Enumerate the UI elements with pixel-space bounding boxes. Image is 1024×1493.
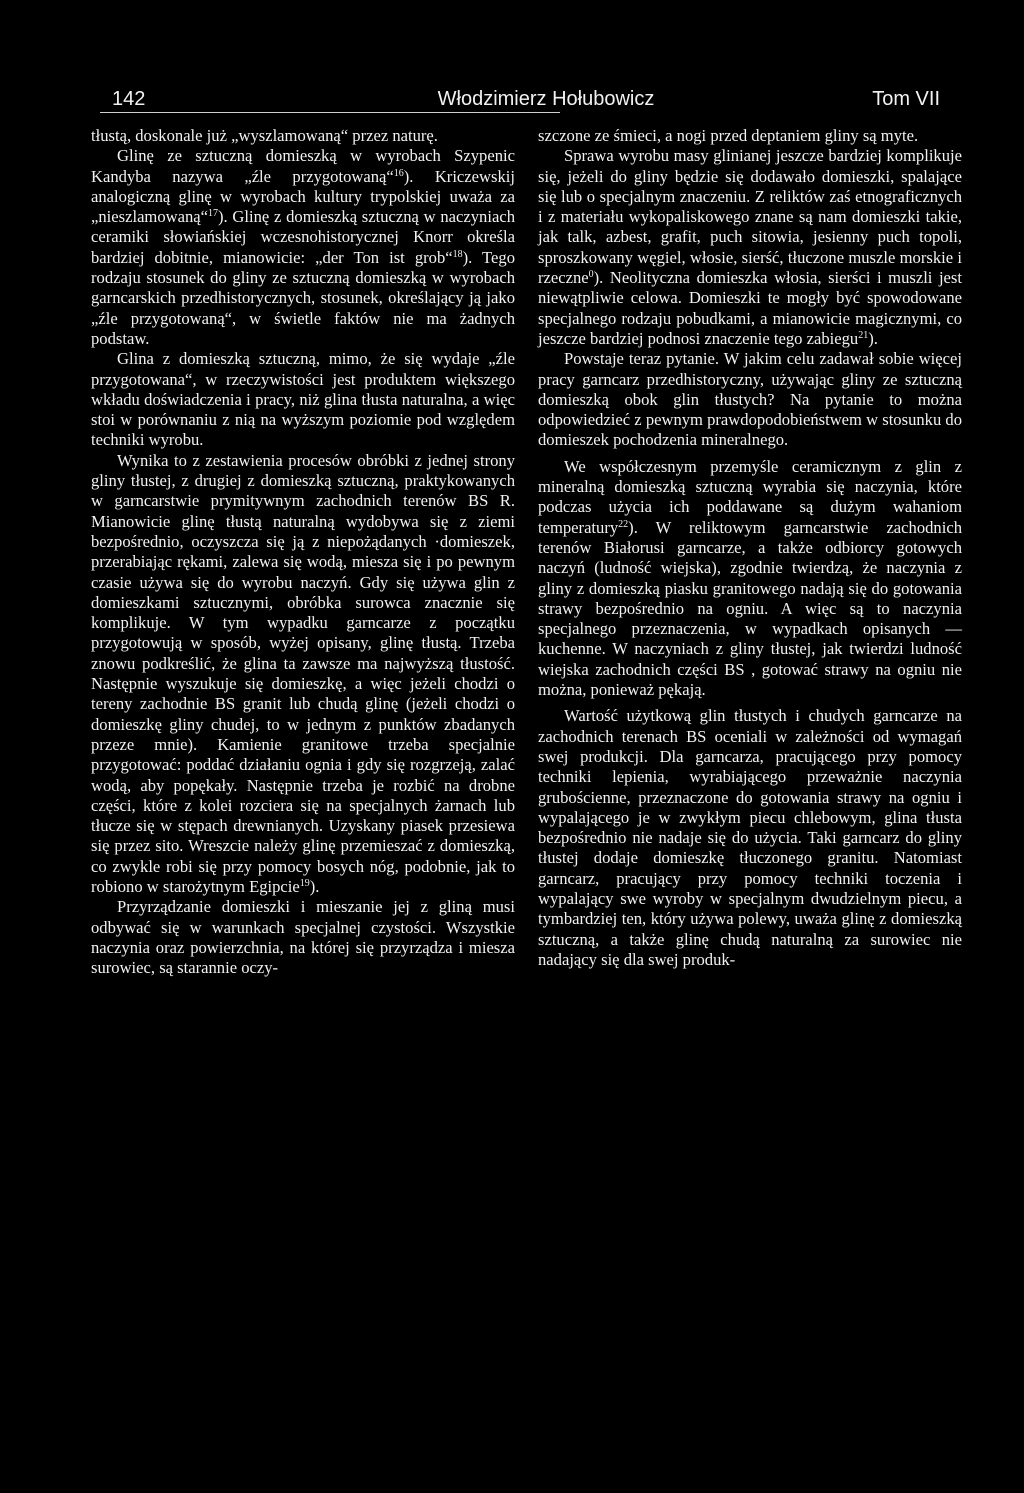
text-run: ). Neolityczna domieszka włosia, sierści i muszli jest niewątpliwie celowa. Domieszki te mogły być spowodowane specjalnego rodzaju pobudkami, a mianowicie magicznymi, co jeszcze bardziej podnosi znaczenie tego zabiegu — [538, 268, 962, 348]
text-run: tłustą, doskonale już „wyszlamowaną“ przez naturę. — [91, 126, 438, 145]
footnote-ref: 18 — [452, 248, 463, 260]
footnote-ref: 0 — [588, 269, 594, 281]
text-run: ). W reliktowym garncarstwie zachodnich terenów Białorusi garncarze, a także odbiorcy gotowych naczyń (ludność wiejska), zgodnie twierdzą, że naczynia z gliny z domieszką piasku granitowego nadają się do gotowania strawy bezpośrednio na ogniu. A więc są to naczynia specjalnego przeznaczenia, w wypadkach opisanych — kuchenne. W naczyniach z gliny tłustej, jak twierdzi ludność wiejska zachodnich części BS , gotować strawy na ogniu nie można, ponieważ pękają. — [538, 517, 962, 700]
text-run: Glinę ze sztuczną domieszką w wyrobach Szypenic Kandyba nazywa „źle przygotowaną“ — [91, 146, 515, 186]
text-run: ). — [868, 328, 878, 348]
paragraph — [91, 146, 515, 349]
text-run: ). — [309, 876, 320, 896]
paragraph — [538, 146, 962, 349]
volume-label: Tom VII — [872, 88, 940, 110]
text-run: Wynika to z zestawienia procesów obróbki z jednej strony gliny tłustej, z drugiej z domieszką sztuczną, praktykowanych w garncarstwie prymitywnym zachodnich terenów BS R. Mianowicie glinę tłustą naturalną wydobywa się z ziemi bezpośrednio, oczyszcza się ją z niepożądanych ·domieszek, przerabiając rękami, zalewa się wodą, miesza się i po pewnym czasie używa się do wyrobu naczyń. Gdy się używa glin z domieszkami sztucznymi, obróbka surowca znacznie się komplikuje. W tym wypadku garncarze z początku przygotowują w sposób, wyżej opisany, glinę tłustą. Trzeba znowu podkreślić, że glina ta zawsze ma najwyższą tłustość. Następnie wyszukuje się domieszkę, a więc jeżeli chodzi o tereny zachodnie BS granit lub chudą glinę (jeżeli chodzi o domieszkę gliny chudej, to w jednym z punktów zbadanych przeze mnie). Kamienie granitowe trzeba specjalnie przygotować: poddać działaniu ognia i gdy się rozgrzeją, zalać wodą, aby popękały. Następnie trzeba je rozbić na drobne części, które z kolei rozciera się na specjalnych żarnach lub tłucze się w stępach drewnianych. Uzyskany piasek przesiewa się przez sito. Wreszcie należy glinę przemieszać z domieszką, co zwykle robi się przy pomocy bosych nóg, podobnie, jak to robiono w starożytnym Egipcie — [91, 450, 515, 896]
text-run: Przyrządzanie domieszki i mieszanie jej z gliną musi odbywać się w warunkach specjalnej czystości. Wszystkie naczynia oraz powierzchnia, na której się przyrządza i miesza surowiec, są starannie oczy- — [91, 897, 515, 978]
footnote-ref: 21 — [858, 329, 869, 341]
paragraph — [538, 349, 962, 450]
left-column — [91, 126, 515, 978]
right-column — [538, 126, 962, 970]
footnote-ref: 19 — [299, 877, 310, 889]
text-run: ). Glinę z domieszką sztuczną w naczyniach ceramiki słowiańskiej wczesnohistorycznej Knorr określa bardziej dobitnie, mianowicie: „der Ton ist grob“ — [91, 207, 515, 267]
paragraph — [91, 451, 515, 898]
text-run: ). Kriczewskij analogiczną glinę w wyrobach kultury trypolskiej uważa za „nieszlamowaną“ — [91, 166, 515, 227]
text-run: ). Tego rodzaju stosunek do gliny ze sztuczną domieszką w wyrobach garncarskich przedhistorycznych, stosunek, określający ją jako „źle przygotowaną“, w świetle faktów nie ma żadnych podstaw. — [91, 247, 515, 348]
paragraph — [91, 897, 515, 978]
text-run: Sprawa wyrobu masy glinianej jeszcze bardziej komplikuje się, jeżeli do gliny będzie się dodawało domieszki, spalające się lub o specjalnym znaczeniu. Z reliktów zaś etnograficznych i z materiału wykopaliskowego znane są nam domieszki takie, jak talk, azbest, grafit, puch sitowia, jesienny puch topoli, sproszkowany węgiel, włosie, sierść, tłuczone muszle morskie i rzeczne — [538, 146, 962, 288]
paragraph — [538, 706, 962, 970]
footnote-ref: 22 — [618, 518, 629, 530]
text-run: szczone ze śmieci, a nogi przed deptaniem gliny są myte. — [538, 126, 919, 145]
text-run: Powstaje teraz pytanie. W jakim celu zadawał sobie więcej pracy garncarz przedhistoryczny, używając gliny ze sztuczną domieszką obok glin tłustych? Na pytanie to można odpowiedzieć z pewnym prawdopodobieństwem w stosunku do domieszek pochodzenia mineralnego. — [538, 349, 962, 450]
page-number: 142 — [112, 88, 146, 110]
text-run: Glina z domieszką sztuczną, mimo, że się wydaje „źle przygotowana“, w rzeczywistości jest produktem większego wkładu doświadczenia i pracy, niż glina tłusta naturalna, a więc stoi w porównaniu z nią na wyższym poziomie pod względem techniki wyrobu. — [91, 349, 515, 450]
footnote-ref: 17 — [208, 208, 219, 220]
header-rule — [100, 112, 560, 113]
paragraph — [538, 457, 962, 701]
footnote-ref: 16 — [393, 167, 404, 179]
paragraph — [538, 126, 962, 146]
paragraph — [91, 349, 515, 450]
text-run: Wartość użytkową glin tłustych i chudych garncarze na zachodnich terenach BS oceniali w zależności od wymagań swej produkcji. Dla garncarza, pracującego przy pomocy techniki lepienia, wyrabiającego przeważnie naczynia grubościenne, przeznaczone do gotowania strawy na ogniu i wypalającego je w zwykłym piecu chlebowym, glina tłusta bezpośrednio nie nadaje się do użycia. Taki garncarz do gliny tłustej dodaje domieszkę tłuczonego granitu. Natomiast garncarz, pracujący przy pomocy techniki toczenia i wypalający swe wyroby w specjalnym dwudzielnym piecu, a tymbardziej ten, który używa polewy, uważa glinę z domieszką sztuczną, a także glinę chudą naturalną za surowiec nie nadający się dla swej produk- — [538, 706, 962, 969]
text-run: We współczesnym przemyśle ceramicznym z glin z mineralną domieszką sztuczną wyrabia się naczynia, które podczas użycia ich poddawane są dużym wahaniom temperatury — [538, 456, 962, 537]
paragraph — [91, 126, 515, 146]
running-head-author: Włodzimierz Hołubowicz — [437, 88, 655, 110]
